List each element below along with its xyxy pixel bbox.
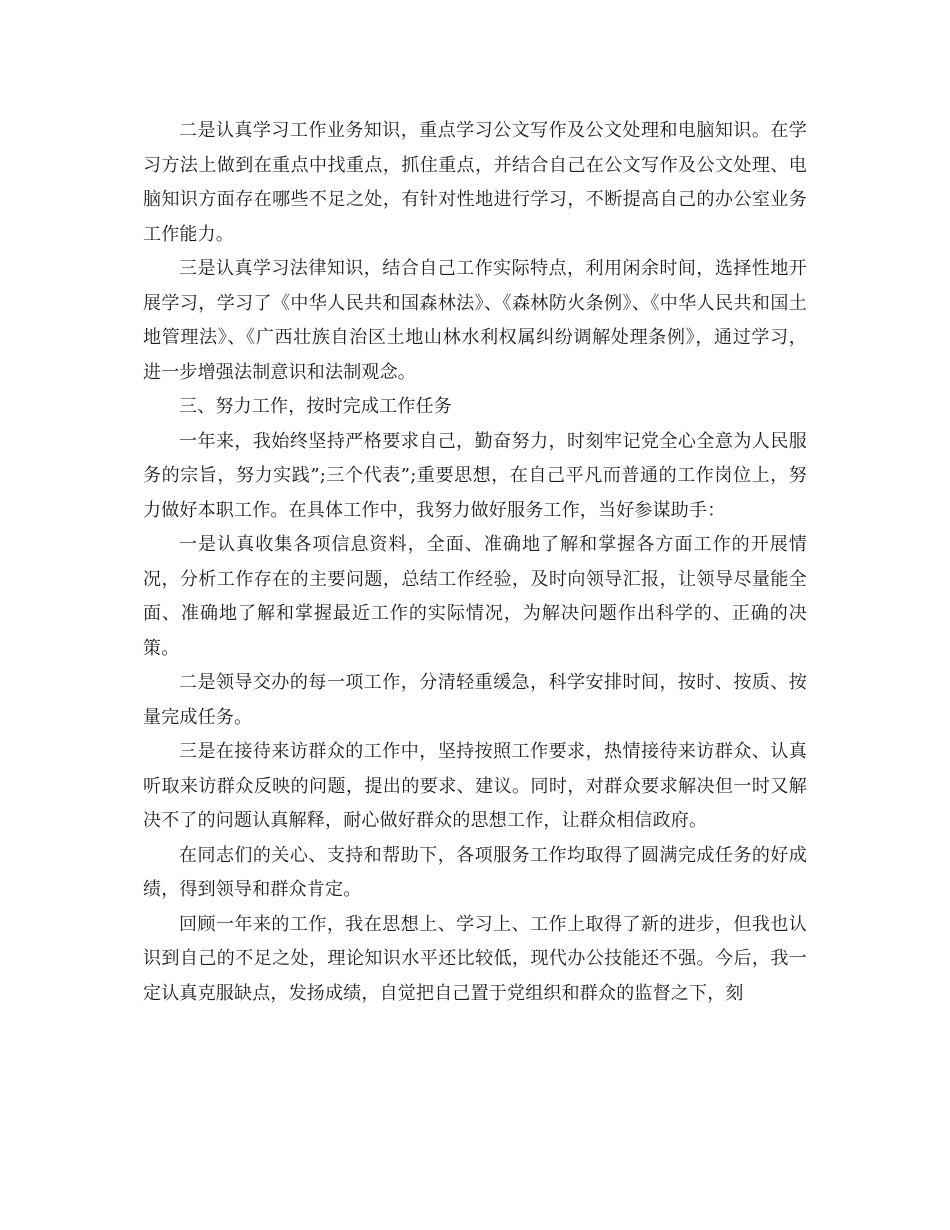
paragraph-achievements: 在同志们的关心、支持和帮助下，各项服务工作均取得了圆满完成任务的好成绩，得到领导和群众肯定。 [143,844,807,900]
paragraph-receive-visitors: 三是在接待来访群众的工作中，坚持按照工作要求，热情接待来访群众、认真听取来访群众反映的问题，提出的要求、建议。同时，对群众要求解决但一时又解决不了的问题认真解释，耐心做好群众的思想工作，让群众相信政府。 [143,741,807,831]
paragraph-study-law: 三是认真学习法律知识，结合自己工作实际特点，利用闲余时间，选择性地开展学习，学习了《中华人民共和国森林法》、《森林防火条例》、《中华人民共和国土地管理法》、《广西壮族自治区土地山林水利权属纠纷调解处理条例》，通过学习，进一步增强法制意识和法制观念。 [143,258,807,383]
paragraph-collect-info: 一是认真收集各项信息资料，全面、准确地了解和掌握各方面工作的开展情况，分析工作存在的主要问题，总结工作经验，及时向领导汇报，让领导尽量能全面、准确地了解和掌握最近工作的实际情况，为解决问题作出科学的、正确的决策。 [143,534,807,659]
document-body [143,114,807,1011]
paragraph-review: 回顾一年来的工作，我在思想上、学习上、工作上取得了新的进步，但我也认识到自己的不足之处，理论知识水平还比较低，现代办公技能还不强。今后，我一定认真克服缺点，发扬成绩，自觉把自己置于党组织和群众的监督之下，刻 [143,913,807,1004]
paragraph-study-business: 二是认真学习工作业务知识，重点学习公文写作及公文处理和电脑知识。在学习方法上做到在重点中找重点，抓住重点，并结合自己在公文写作及公文处理、电脑知识方面存在哪些不足之处，有针对性地进行学习，不断提高自己的办公室业务工作能力。 [143,120,807,245]
section-heading-work: 三、努力工作，按时完成工作任务 [179,396,452,417]
paragraph-assigned-tasks: 二是领导交办的每一项工作，分清轻重缓急，科学安排时间，按时、按质、按量完成任务。 [143,672,807,728]
paragraph-work-overview: 一年来，我始终坚持严格要求自己，勤奋努力，时刻牢记党全心全意为人民服务的宗旨，努力实践”;三个代表”;重要思想，在自己平凡而普通的工作岗位上，努力做好本职工作。在具体工作中，我努力做好服务工作，当好参谋助手： [143,430,807,521]
